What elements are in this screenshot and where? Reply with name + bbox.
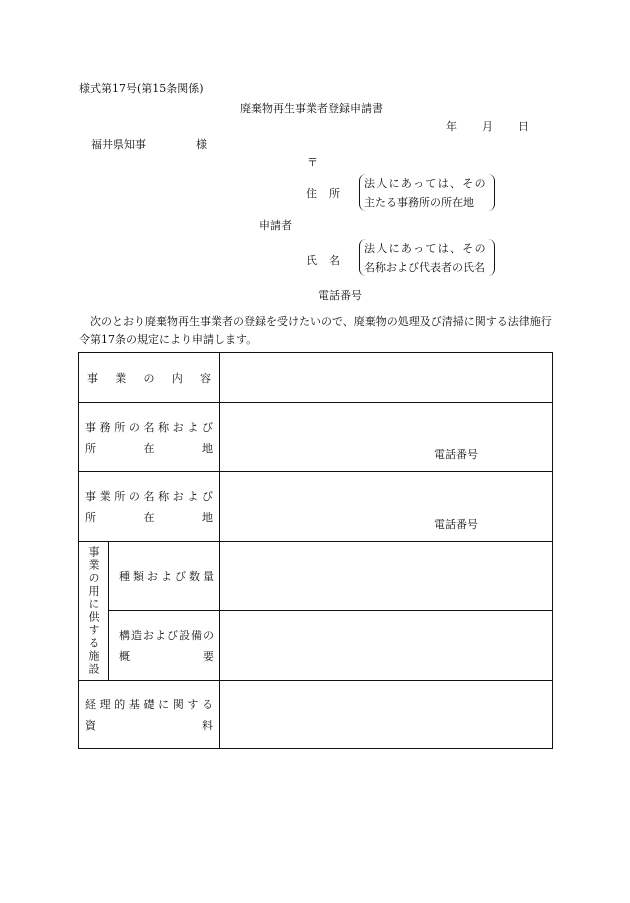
value-type-quantity[interactable]: [220, 542, 553, 611]
row-business-content: [79, 353, 553, 403]
row-financial: [79, 681, 553, 749]
value-office-1[interactable]: [220, 403, 553, 472]
applicant-label: 申請者: [259, 219, 292, 232]
label-business-content: 事 業 の 内 容: [79, 353, 220, 403]
postal-mark: 〒: [307, 156, 318, 169]
value-office-2[interactable]: [220, 472, 553, 542]
date-day: 日: [518, 120, 529, 133]
label-structure-equipment: 構 造 お よ び 設 備 の 概 要: [109, 611, 220, 681]
name-label-2: 名: [329, 254, 340, 267]
addressee-governor: 福井県知事: [91, 138, 146, 151]
address-label-1: 住: [306, 187, 317, 200]
value-structure-equipment[interactable]: [220, 611, 553, 681]
applicant-phone-label: 電話番号: [318, 289, 362, 302]
name-note-line-2: 名称および代表者の氏名: [364, 261, 485, 274]
address-note-line-1: 法人にあっては、その: [364, 177, 487, 190]
address-note-line-2: 主たる事務所の所在地: [364, 196, 474, 209]
label-financial-basis: 経 理 的 基 礎 に 関 す る 資 料: [79, 681, 220, 749]
addressee-honorific: 様: [196, 138, 207, 151]
value-financial-basis[interactable]: [220, 681, 553, 749]
intro-paragraph: 次のとおり廃棄物再生事業者の登録を受けたいので、廃棄物の処理及び清掃に関する法律施行令第17条の規定により申請します。: [79, 315, 552, 346]
address-note-bracket: [359, 174, 495, 211]
name-note-line-1: 法人にあっては、その: [364, 242, 487, 255]
form-number: 様式第17号(第15条関係): [79, 82, 204, 95]
row-facility-type: [79, 542, 553, 611]
office-1-phone-label: 電話番号: [434, 448, 478, 461]
row-office-1: [79, 403, 553, 472]
label-office-name-location: 事 務 所 の 名 称 お よ び 所 在 地: [79, 403, 220, 472]
office-2-phone-label: 電話番号: [434, 518, 478, 531]
name-note-bracket: [359, 239, 495, 276]
label-type-quantity: 種 類 お よ び 数 量: [109, 542, 220, 611]
label-business-site-name-location: 事 業 所 の 名 称 お よ び 所 在 地: [79, 472, 220, 542]
row-facility-structure: [79, 611, 553, 681]
date-month: 月: [482, 120, 493, 133]
document-title: 廃棄物再生事業者登録申請書: [240, 102, 383, 115]
label-facility-group: 事業の用に供する施設: [79, 542, 109, 681]
row-office-2: [79, 472, 553, 542]
registration-table: [78, 352, 553, 749]
date-year: 年: [446, 120, 457, 133]
address-label-2: 所: [329, 187, 340, 200]
name-label-1: 氏: [306, 254, 317, 267]
value-business-content[interactable]: [220, 353, 553, 403]
